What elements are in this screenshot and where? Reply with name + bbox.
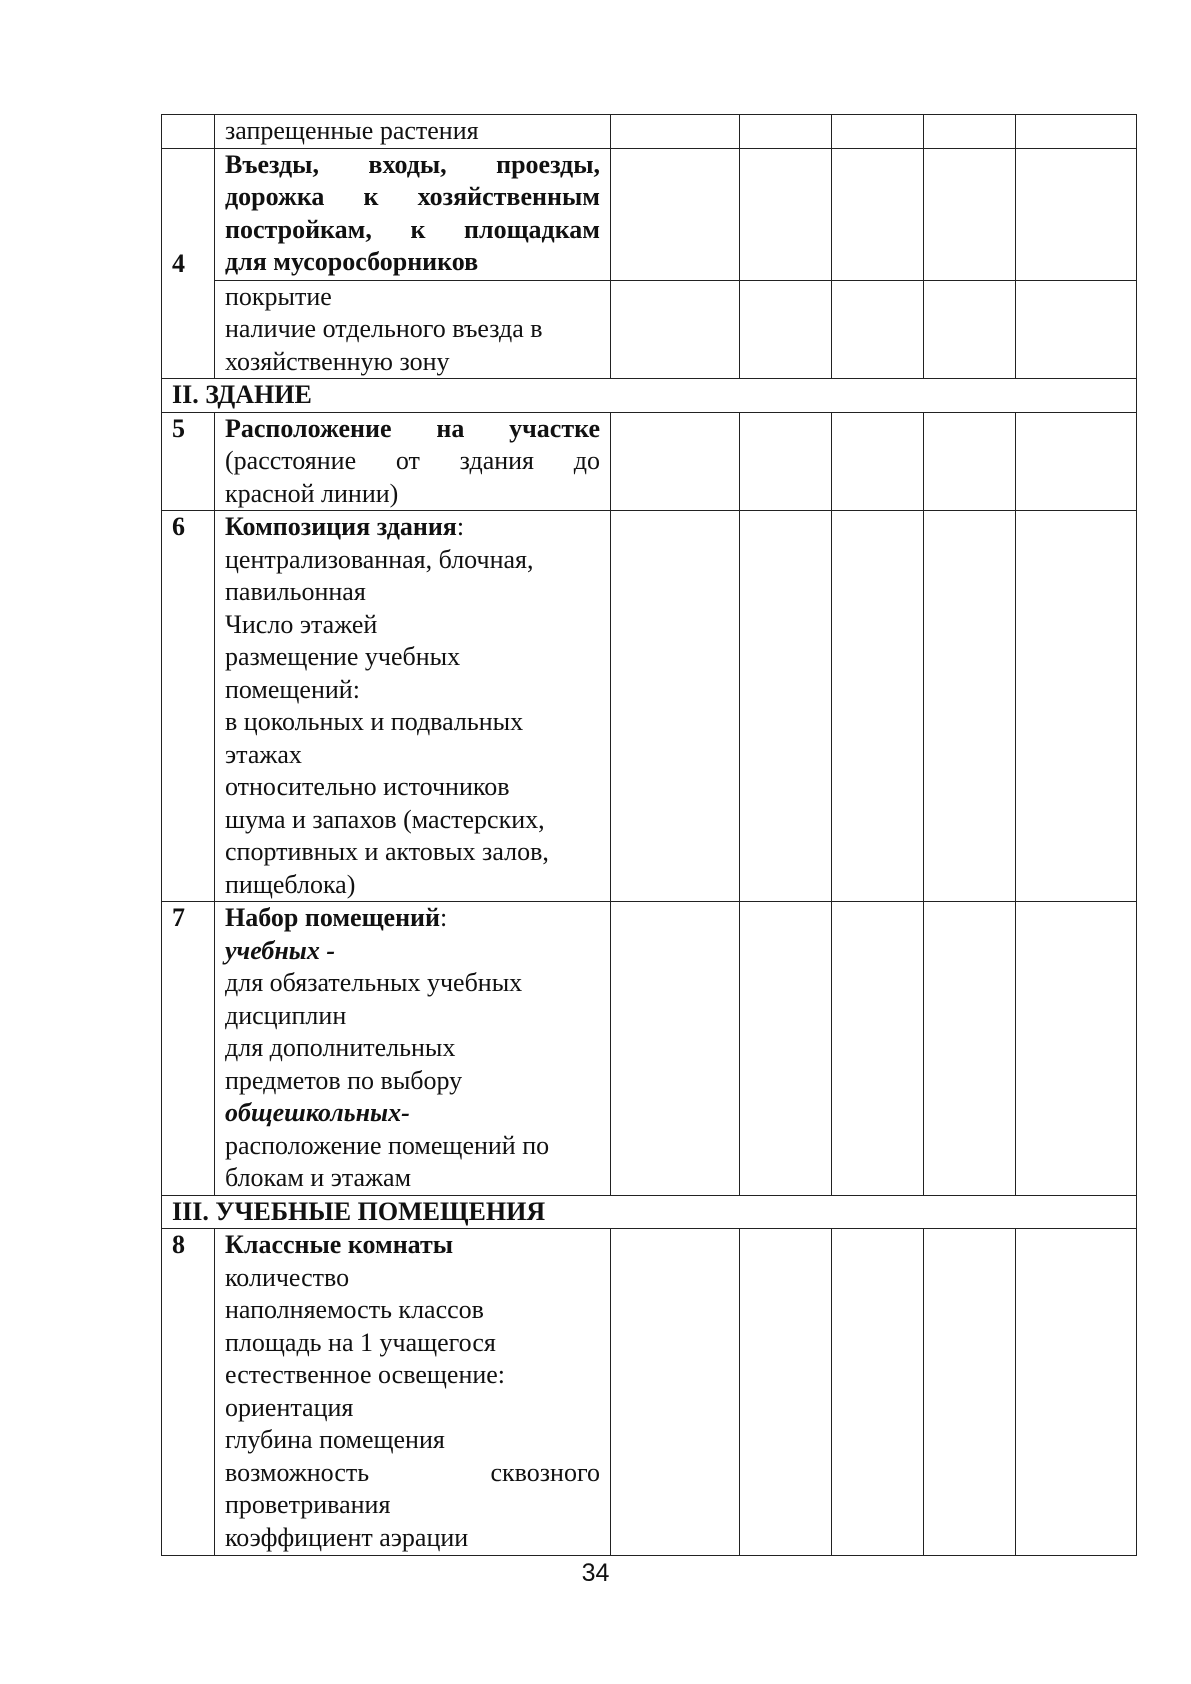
row-number: 5 xyxy=(162,412,215,511)
row-text: запрещенные растения xyxy=(215,115,611,149)
empty-cell xyxy=(611,115,740,149)
section-row xyxy=(162,1195,1137,1229)
table-row xyxy=(162,280,1137,379)
empty-cell xyxy=(832,902,924,1196)
row-title: Въезды, входы, проезды, дорожка к хозяйственным постройкам, к площадкам для мусоросборников xyxy=(215,148,611,280)
empty-cell xyxy=(924,115,1016,149)
empty-cell xyxy=(611,902,740,1196)
empty-cell xyxy=(832,1229,924,1556)
empty-cell xyxy=(611,148,740,280)
empty-cell xyxy=(1016,148,1137,280)
empty-cell xyxy=(1016,511,1137,902)
table-row xyxy=(162,148,1137,280)
empty-cell xyxy=(740,1229,832,1556)
table-row xyxy=(162,115,1137,149)
empty-cell xyxy=(832,511,924,902)
row-number: 6 xyxy=(162,511,215,902)
section-heading: II. ЗДАНИЕ xyxy=(162,379,1137,413)
empty-cell xyxy=(611,412,740,511)
empty-cell xyxy=(924,511,1016,902)
empty-cell xyxy=(611,1229,740,1556)
row-text: Классные комнаты количество наполняемость классов площадь на 1 учащегося естественное освещение: ориентация глубина помещения возможность сквозного проветривания коэффициент аэрации xyxy=(215,1229,611,1556)
empty-cell xyxy=(1016,280,1137,379)
empty-cell xyxy=(1016,1229,1137,1556)
section-heading: III. УЧЕБНЫЕ ПОМЕЩЕНИЯ xyxy=(162,1195,1137,1229)
empty-cell xyxy=(740,902,832,1196)
table-row xyxy=(162,902,1137,1196)
row-text: Композиция здания: централизованная, блочная, павильонная Число этажей размещение учебных помещений: в цокольных и подвальных этажах относительно источников шума и запахов (мастерских, спортивных и актовых залов, пищеблока) xyxy=(215,511,611,902)
empty-cell xyxy=(740,511,832,902)
empty-cell xyxy=(832,148,924,280)
row-number xyxy=(162,115,215,149)
table-row xyxy=(162,412,1137,511)
empty-cell xyxy=(740,280,832,379)
empty-cell xyxy=(611,280,740,379)
empty-cell xyxy=(611,511,740,902)
row-number: 4 xyxy=(162,148,215,379)
table-row xyxy=(162,511,1137,902)
empty-cell xyxy=(924,1229,1016,1556)
table-row xyxy=(162,1229,1137,1556)
empty-cell xyxy=(1016,902,1137,1196)
row-text: Набор помещений: учебных - для обязательных учебных дисциплин для дополнительных предметов по выбору общешкольных- расположение помещений по блокам и этажам xyxy=(215,902,611,1196)
page-number: 34 xyxy=(581,1559,610,1587)
empty-cell xyxy=(740,148,832,280)
row-number: 7 xyxy=(162,902,215,1196)
empty-cell xyxy=(740,115,832,149)
empty-cell xyxy=(924,280,1016,379)
row-text: покрытие наличие отдельного въезда в хозяйственную зону xyxy=(215,280,611,379)
empty-cell xyxy=(924,412,1016,511)
empty-cell xyxy=(924,148,1016,280)
empty-cell xyxy=(832,280,924,379)
empty-cell xyxy=(832,412,924,511)
empty-cell xyxy=(832,115,924,149)
empty-cell xyxy=(1016,115,1137,149)
section-row xyxy=(162,379,1137,413)
inspection-table xyxy=(161,114,1137,1556)
row-text: Расположение на участке (расстояние от здания до красной линии) xyxy=(215,412,611,511)
empty-cell xyxy=(1016,412,1137,511)
empty-cell xyxy=(740,412,832,511)
row-number: 8 xyxy=(162,1229,215,1556)
empty-cell xyxy=(924,902,1016,1196)
